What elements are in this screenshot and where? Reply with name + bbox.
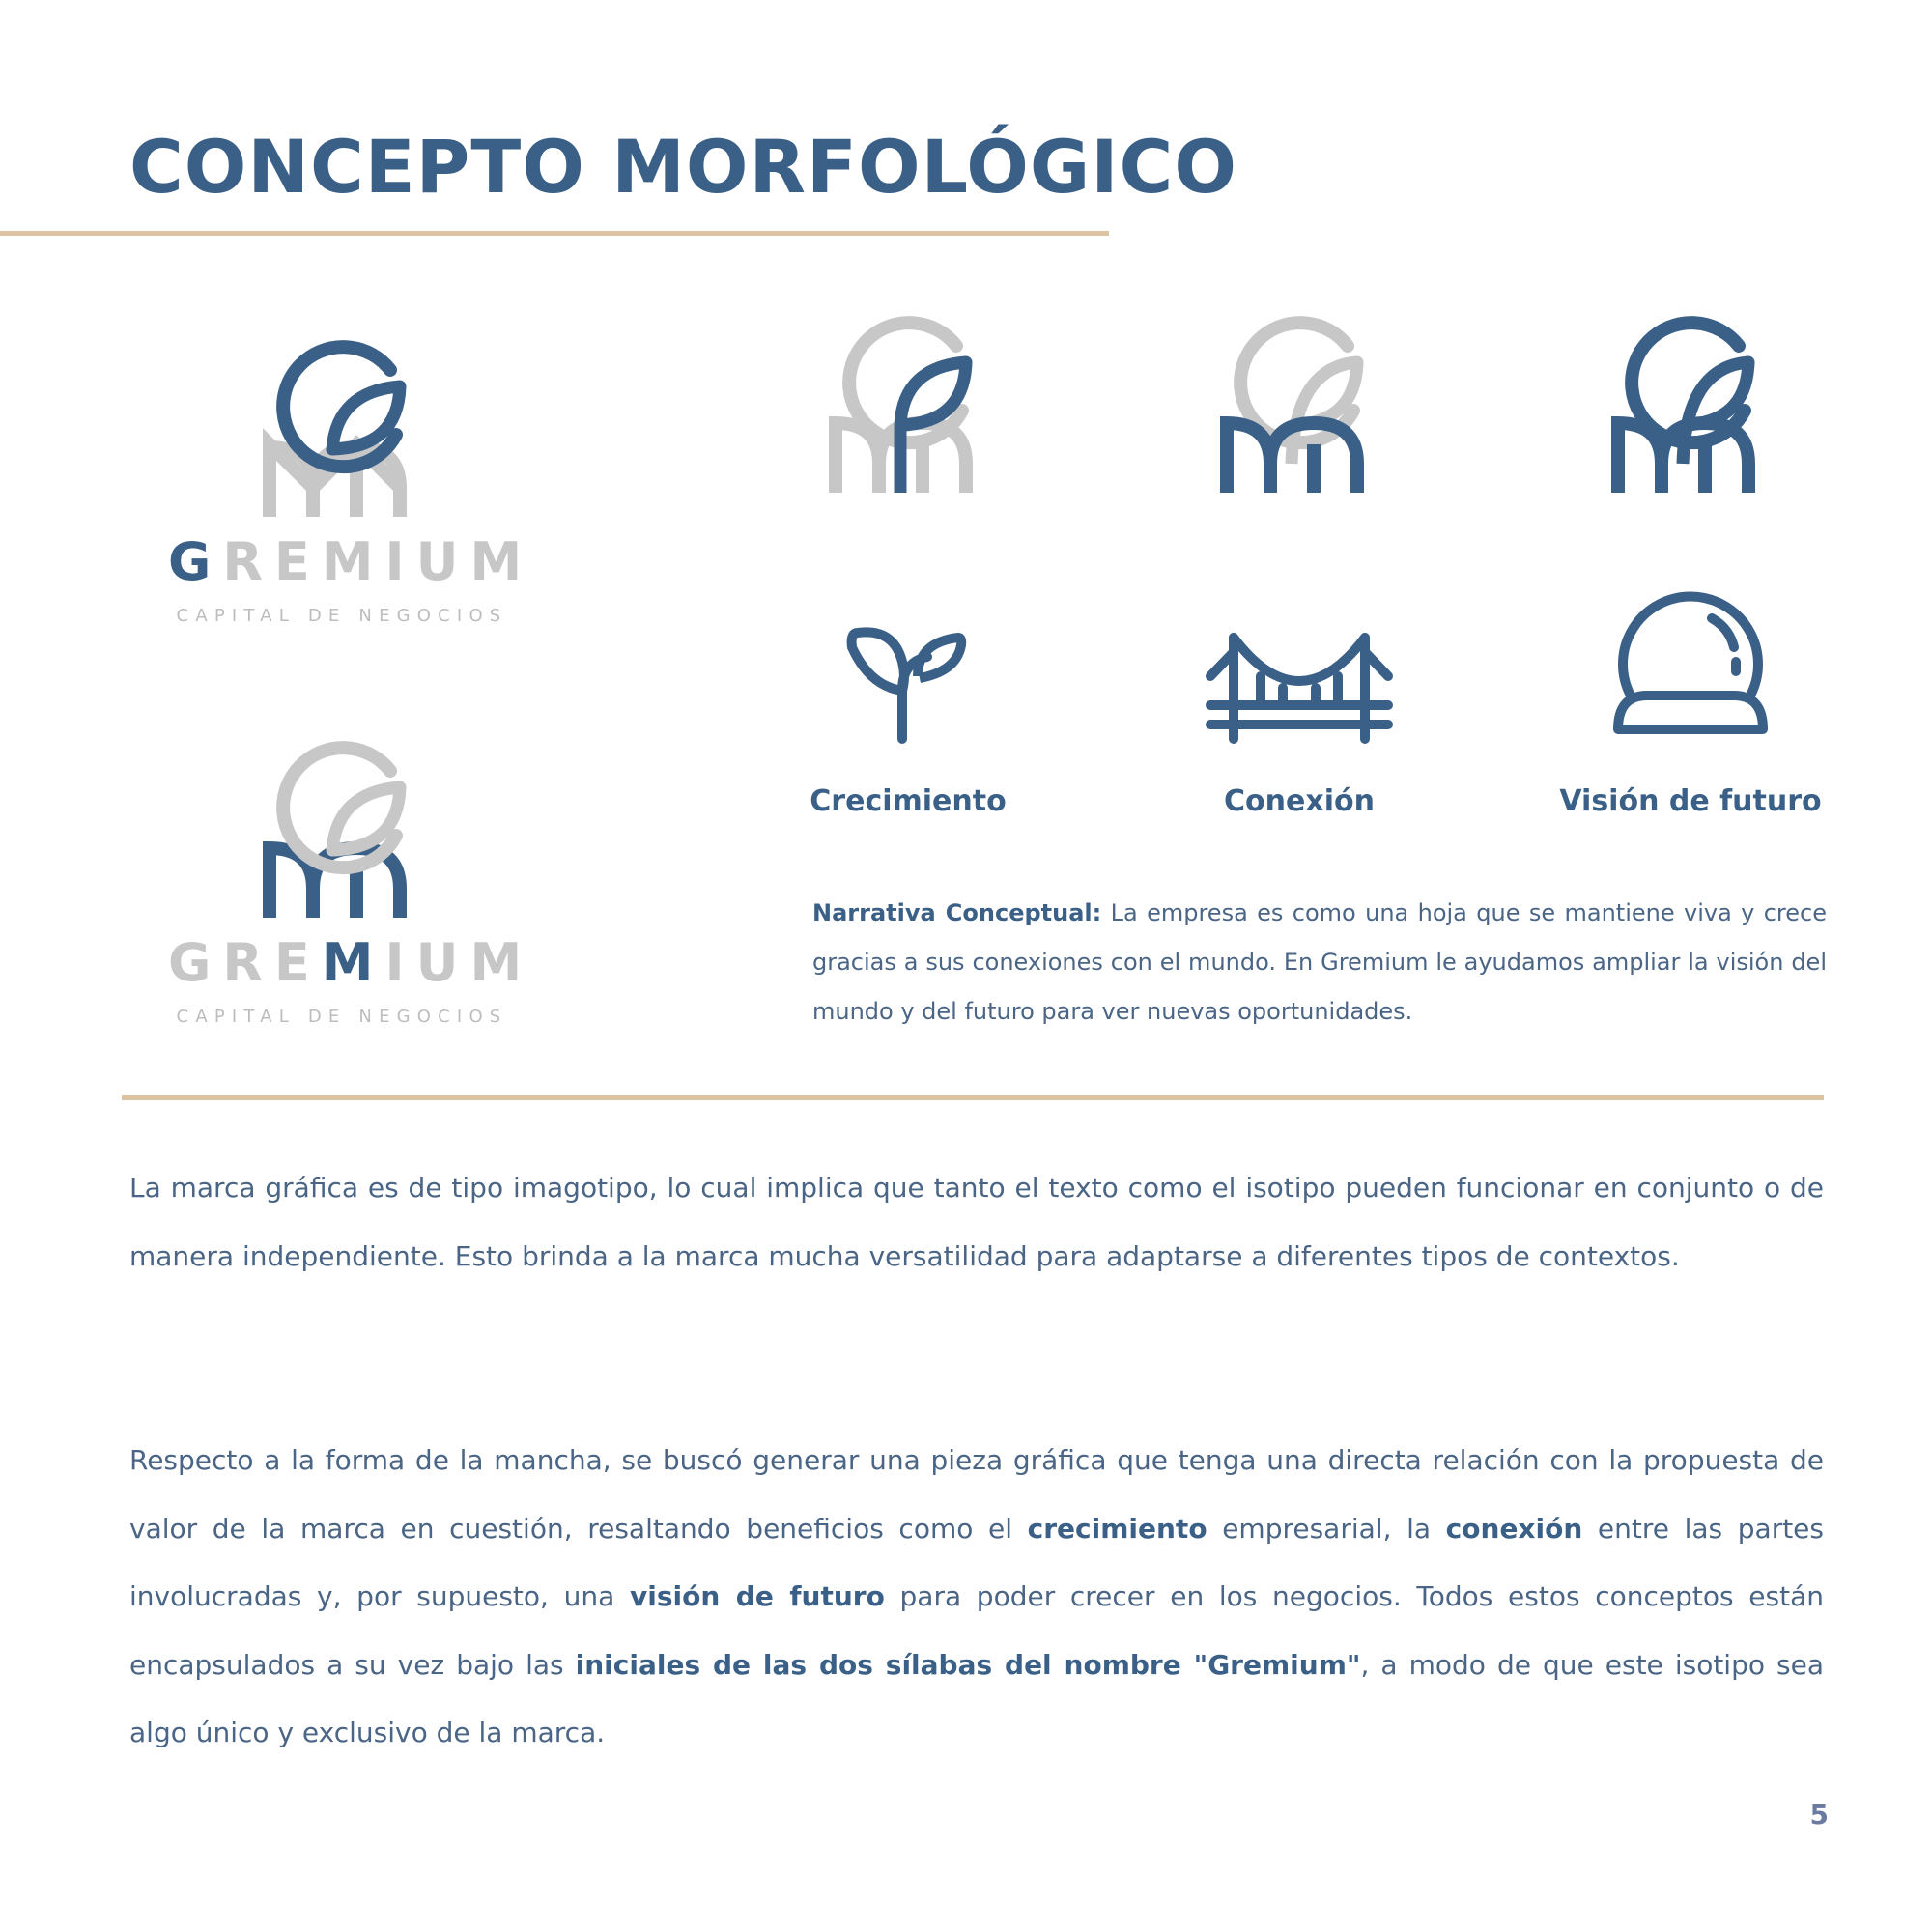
concept-label-vision: Visión de futuro (1559, 784, 1822, 818)
logo-variant-m-highlight (168, 734, 534, 1043)
paragraph-imagotype: La marca gráfica es de tipo imagotipo, lo cual implica que tanto el texto como el isotipo pueden funcionar en conjunto o de manera independiente. Esto brinda a la marca mucha versatilidad para adaptarse a diferentes tipos de contextos. (129, 1172, 1824, 1272)
para-text: , a modo de que este isotipo sea algo único y exclusivo de la marca. (129, 1648, 1824, 1748)
para-text: entre las partes involucradas y, por supuesto, una (129, 1512, 1824, 1612)
para-text: empresarial, la (1207, 1512, 1446, 1545)
wordmark-highlight: G (168, 531, 223, 592)
concept-connection (1203, 309, 1396, 792)
sprout-icon (811, 599, 1005, 744)
logo-tagline: CAPITAL DE NEGOCIOS (176, 1007, 508, 1027)
concept-vision (1594, 309, 1787, 792)
bridge-icon (1203, 599, 1396, 744)
wordmark-highlight: M (321, 932, 385, 993)
concept-label-growth: Crecimiento (810, 784, 1007, 818)
concept-label-connection: Conexión (1224, 784, 1375, 818)
wordmark-part: GRE (168, 932, 322, 993)
title-underline (0, 231, 1109, 236)
concept-narrative (812, 889, 1827, 1037)
gm-monogram-full-icon (1594, 309, 1787, 502)
page-title: CONCEPTO MORFOLÓGICO (129, 124, 1237, 210)
para-emphasis: visión de futuro (629, 1580, 885, 1612)
wordmark-rest: REMIUM (222, 531, 534, 592)
narrative-label: Narrativa Conceptual: (812, 899, 1102, 926)
wordmark-part: IUM (384, 932, 534, 993)
crystal-ball-icon (1594, 584, 1787, 749)
gm-monogram-icon (168, 734, 516, 927)
gm-monogram-leaf-highlight-icon (811, 309, 1005, 502)
page-number: 5 (1809, 1799, 1829, 1831)
section-divider (122, 1095, 1824, 1100)
gremium-wordmark (168, 531, 534, 592)
para-emphasis: conexión (1445, 1512, 1583, 1545)
para-emphasis: iniciales de las dos sílabas del nombre "Gremium" (575, 1648, 1361, 1681)
narrative-text: La empresa es como una hoja que se mantiene viva y crece gracias a sus conexiones con el mundo. En Gremium le ayudamos ampliar la visión del mundo y del futuro para ver nuevas oportunidades. (812, 899, 1827, 1025)
para-text: para poder crecer en los negocios. Todos estos conceptos están encapsulados a su vez bajo las (129, 1580, 1824, 1681)
para-emphasis: crecimiento (1027, 1512, 1208, 1545)
paragraph-shape-concept (129, 1427, 1824, 1768)
gremium-wordmark (168, 932, 534, 993)
concept-growth (811, 309, 1005, 792)
logo-tagline: CAPITAL DE NEGOCIOS (176, 606, 508, 626)
gm-monogram-icon (168, 333, 516, 526)
logo-variant-g-highlight (168, 333, 534, 642)
para-text: Respecto a la forma de la mancha, se buscó generar una pieza gráfica que tenga una directa relación con la propuesta de valor de la marca en cuestión, resaltando beneficios como el (129, 1444, 1824, 1545)
gm-monogram-m-highlight-icon (1203, 309, 1396, 502)
